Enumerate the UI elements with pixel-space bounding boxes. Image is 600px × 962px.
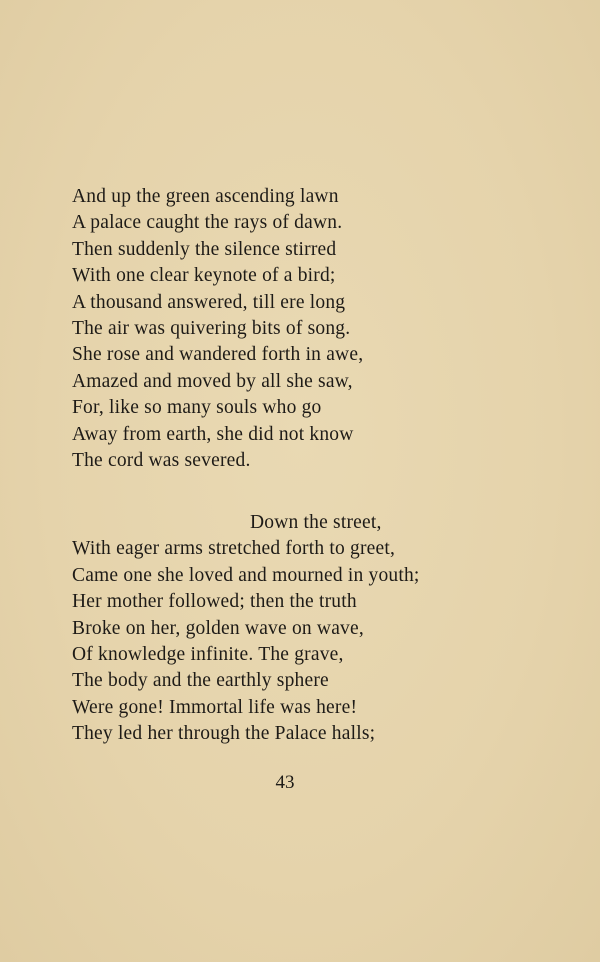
poem-line: Broke on her, golden wave on wave,: [72, 617, 364, 639]
poem-line: The body and the earthly sphere: [72, 670, 329, 692]
poem-line-indented: Down the street,: [250, 512, 382, 533]
stanza-2: [72, 510, 492, 748]
poem-line: For, like so many souls who go: [72, 397, 322, 419]
page-number: 43: [275, 772, 295, 793]
poem-line: Of knowledge infinite. The grave,: [72, 643, 344, 665]
poem-line: She rose and wandered forth in awe,: [72, 344, 364, 366]
poem-line: Were gone! Immortal life was here!: [72, 696, 358, 718]
poem-line: A palace caught the rays of dawn.: [72, 212, 343, 234]
poem-line: The cord was severed.: [72, 449, 251, 471]
poem-line: Came one she loved and mourned in youth;: [72, 564, 420, 586]
poem-line: Amazed and moved by all she saw,: [72, 370, 353, 392]
poem-line: They led her through the Palace halls;: [72, 723, 376, 745]
poem-line: Then suddenly the silence stirred: [72, 238, 337, 260]
poem-line: And up the green ascending lawn: [72, 186, 339, 207]
poem-line: Her mother followed; then the truth: [72, 591, 357, 613]
poem-line: The air was quivering bits of song.: [72, 317, 351, 339]
poem-line: With eager arms stretched forth to greet,: [72, 538, 396, 560]
poem-line: A thousand answered, till ere long: [72, 291, 346, 313]
poem-line: With one clear keynote of a bird;: [72, 265, 336, 287]
stanza-1: [72, 184, 492, 474]
poem-line: Away from earth, she did not know: [72, 423, 354, 445]
